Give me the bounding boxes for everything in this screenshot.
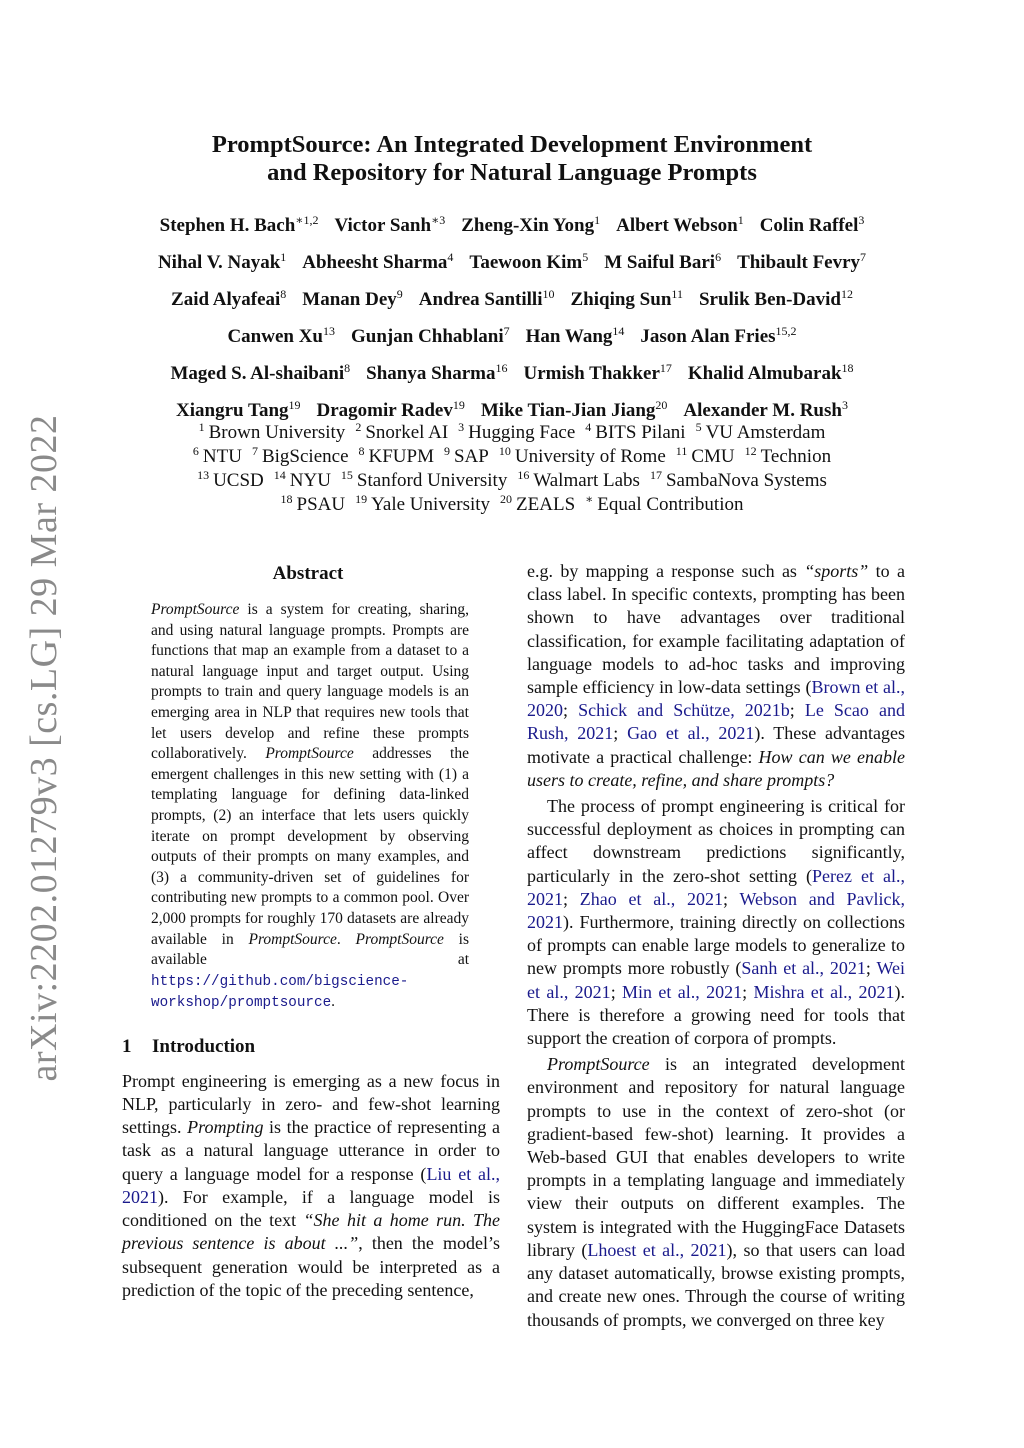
- separator: ;: [613, 723, 628, 744]
- author-affiliation-marker: 16: [495, 361, 508, 375]
- emphasis: “sports”: [804, 561, 869, 581]
- abstract-text-part: .: [336, 930, 356, 948]
- author: [160, 215, 319, 236]
- author-row: [112, 281, 912, 318]
- author: [526, 326, 625, 347]
- author-affiliation-marker: 5: [582, 250, 589, 264]
- author-affiliation-marker: 8: [344, 361, 351, 375]
- author-affiliation-marker: 1: [280, 250, 287, 264]
- emphasis: Prompting: [187, 1117, 264, 1138]
- author-name: Dragomir Radev: [316, 400, 453, 421]
- author-name: Colin Raffel: [759, 215, 859, 236]
- author-affiliation-marker: 10: [542, 287, 555, 301]
- affiliation: [199, 422, 346, 443]
- author-affiliation-marker: 1: [737, 213, 744, 227]
- citation-link[interactable]: Sanh et al., 2021: [741, 958, 866, 979]
- affiliation-marker: 4: [585, 420, 592, 434]
- abstract-system-name: PromptSource: [355, 930, 444, 948]
- emphasis: “She hit a home run. The previous sentence is about ...”: [122, 1210, 501, 1254]
- author: [366, 363, 507, 384]
- separator: ;: [610, 981, 623, 1002]
- affiliation-row: [112, 493, 912, 517]
- paper-title: [0, 131, 1024, 187]
- author-affiliation-marker: 15,2: [775, 324, 797, 338]
- affiliation: [585, 422, 685, 443]
- author-name: Han Wang: [525, 326, 613, 347]
- citation-link[interactable]: Perez et al., 2021: [527, 865, 906, 909]
- affiliation-marker: 3: [458, 420, 465, 434]
- separator: ;: [865, 958, 877, 979]
- author: [683, 400, 848, 421]
- author-name: Alexander M. Rush: [683, 400, 842, 421]
- affiliation: [745, 446, 831, 467]
- intro-paragraph-2: [527, 795, 905, 1050]
- citation-link[interactable]: Schick and Schütze, 2021b: [578, 700, 790, 721]
- author: [461, 215, 600, 236]
- affiliation: [499, 446, 666, 467]
- separator: ;: [563, 700, 579, 721]
- abstract-text-part: addresses the emergent challenges in this new setting with (1) a templating language for defining data-linked prompts, (2) an interface that lets users quickly iterate on prompt development by observing outputs of their prompts on many examples, and (3) a community-driven set of guidelines for contributing new prompts to a common pool. Over 2,000 prompts for roughly 170 datasets are already available in: [151, 745, 469, 948]
- affiliation-list: [112, 421, 912, 517]
- citation-link[interactable]: Min et al., 2021: [622, 981, 743, 1002]
- affiliation-name: Walmart Labs: [533, 470, 640, 491]
- section-number: 1: [122, 1035, 132, 1057]
- abstract-text: [151, 600, 469, 1014]
- affiliation-marker: 19: [355, 492, 368, 506]
- affiliation-row: [112, 445, 912, 469]
- author: [176, 400, 300, 421]
- citation-link[interactable]: Webson and Pavlick, 2021: [527, 888, 905, 933]
- author-affiliation-marker: 20: [655, 398, 668, 412]
- affiliation-marker: 9: [443, 444, 450, 458]
- author-name: Urmish Thakker: [523, 363, 660, 384]
- intro-paragraph-1: [527, 560, 905, 792]
- text-part: ), so that users can load any dataset automatically, browse existing prompts, and create new ones. Through the course of writing thousands of prompts, we converged on three key: [527, 1239, 905, 1330]
- section-heading-introduction: [122, 1034, 500, 1060]
- affiliation-marker: 10: [498, 444, 511, 458]
- author-name: Khalid Almubarak: [687, 363, 842, 384]
- affiliation: [696, 422, 826, 443]
- author: [334, 215, 445, 236]
- separator: ;: [789, 700, 805, 721]
- author-row: [112, 355, 912, 392]
- affiliation: [341, 470, 507, 491]
- author-affiliation-marker: 9: [396, 287, 403, 301]
- author-affiliation-marker: 17: [659, 361, 672, 375]
- affiliation-marker: 16: [517, 468, 530, 482]
- text-part: ). These advantages motivate a practical challenge:: [527, 723, 905, 767]
- affiliation-name: Brown University: [208, 422, 346, 443]
- author-list: [112, 207, 912, 429]
- author-affiliation-marker: 12: [840, 287, 853, 301]
- affiliation-name: Stanford University: [356, 470, 508, 491]
- author-name: Mike Tian-Jian Jiang: [480, 400, 656, 421]
- author-affiliation-marker: 3: [841, 398, 848, 412]
- author-name: Shanya Sharma: [366, 363, 496, 384]
- author: [302, 252, 453, 273]
- author-name: Gunjan Chhablani: [351, 326, 504, 347]
- author-affiliation-marker: ∗3: [431, 213, 446, 227]
- author-affiliation-marker: 19: [452, 398, 465, 412]
- author: [699, 289, 853, 310]
- text-part: ). There is therefore a growing need for tools that support the creation of corpora of prompts.: [527, 981, 905, 1049]
- abstract-text-part: is a system for creating, sharing, and using natural language prompts. Prompts are functions that map an example from a dataset to a natural language input and target output. Using prompts to train and query language models is an emerging area in NLP that requires new tools that let users develop and refine these prompts collaboratively.: [151, 601, 469, 763]
- author-name: Jason Alan Fries: [640, 326, 776, 347]
- left-column: [122, 560, 500, 1302]
- author-name: Nihal V. Nayak: [157, 252, 281, 273]
- emphasis: PromptSource: [547, 1054, 650, 1075]
- intro-paragraph-3: [527, 1053, 905, 1331]
- author: [469, 252, 588, 273]
- author-affiliation-marker: 7: [503, 324, 510, 338]
- author: [481, 400, 668, 421]
- author: [419, 289, 555, 310]
- text-part: ). Furthermore, training directly on collections of prompts can enable large models to generalize to new prompts more robustly (: [527, 912, 905, 979]
- author-name: Stephen H. Bach: [159, 215, 296, 236]
- affiliation-name: SAP: [453, 446, 489, 467]
- text-part: , then the model’s subsequent generation would be interpreted as a prediction of the topic of the preceding sentence,: [122, 1233, 500, 1300]
- title-line-1: PromptSource: An Integrated Development Environment: [211, 131, 813, 158]
- text-part: to a class label. In specific contexts, prompting has been shown to have advantages over traditional classification, for example facilitating adaptation of language models to ad-hoc tasks and improving sample efficiency in low-data settings (: [527, 561, 905, 698]
- affiliation: [281, 494, 346, 515]
- author-name: Victor Sanh: [334, 215, 432, 236]
- affiliation-marker: 18: [280, 492, 293, 506]
- github-url-link[interactable]: https://github.com/bigscience-workshop/promptsource: [151, 973, 409, 1012]
- author-affiliation-marker: ∗1,2: [295, 213, 319, 227]
- author-name: Xiangru Tang: [176, 400, 289, 421]
- affiliation-name: Snorkel AI: [365, 422, 449, 443]
- affiliation: [274, 470, 331, 491]
- author-name: Taewoon Kim: [469, 252, 583, 273]
- affiliation: [444, 446, 489, 467]
- arxiv-sidebar-stamp: [4, 414, 84, 1082]
- affiliation: [252, 446, 349, 467]
- author-affiliation-marker: 3: [858, 213, 865, 227]
- abstract-system-name: PromptSource: [248, 930, 337, 948]
- affiliation: [585, 494, 743, 515]
- citation-link[interactable]: Mishra et al., 2021: [753, 981, 895, 1002]
- affiliation-marker: 8: [358, 444, 365, 458]
- emphasis: How can we enable users to create, refine, and share prompts?: [527, 746, 906, 790]
- author-affiliation-marker: 18: [841, 361, 854, 375]
- affiliation-marker: 14: [273, 468, 286, 482]
- text-part: The process of prompt engineering is critical for successful deployment as choices in prompting can affect downstream predictions significantly, particularly in the zero-shot setting (: [527, 796, 905, 886]
- separator: ;: [723, 888, 740, 909]
- affiliation-marker: 7: [251, 444, 258, 458]
- affiliation-name: KFUPM: [368, 446, 434, 467]
- affiliation-name: BITS Pilani: [595, 422, 686, 443]
- author: [640, 326, 796, 347]
- author: [524, 363, 672, 384]
- citation-link[interactable]: Wei et al., 2021: [527, 958, 905, 1002]
- abstract-system-name: PromptSource: [151, 601, 240, 618]
- affiliation-name: Hugging Face: [468, 422, 576, 443]
- affiliation-name: BigScience: [261, 446, 349, 467]
- citation-link[interactable]: Le Scao and Rush, 2021: [527, 700, 905, 744]
- affiliation: [500, 494, 575, 515]
- author: [604, 252, 721, 273]
- author-name: Zhiqing Sun: [570, 289, 672, 310]
- affiliation-marker: 15: [340, 468, 353, 482]
- right-column: [527, 560, 905, 1332]
- author-affiliation-marker: 1: [594, 213, 601, 227]
- abstract-text-part: is available at: [151, 930, 470, 969]
- author-name: M Saiful Bari: [604, 252, 716, 273]
- affiliation-name: Equal Contribution: [597, 494, 744, 515]
- text-part: e.g. by mapping a response such as: [527, 561, 805, 581]
- text-part: is the practice of representing a task as a natural language utterance in order to query a language model for a response (: [122, 1117, 500, 1184]
- author-name: Thibault Fevry: [737, 252, 861, 273]
- author-name: Manan Dey: [302, 289, 397, 310]
- author-name: Albert Webson: [616, 215, 738, 236]
- separator: ;: [742, 981, 754, 1002]
- author-affiliation-marker: 8: [280, 287, 287, 301]
- author-name: Maged S. Al-shaibani: [170, 363, 345, 384]
- affiliation: [355, 494, 490, 515]
- author-affiliation-marker: 13: [323, 324, 336, 338]
- author: [616, 215, 744, 236]
- author-name: Zaid Alyafeai: [171, 289, 281, 310]
- affiliation-marker: 12: [744, 444, 757, 458]
- affiliation-name: CMU: [691, 446, 735, 467]
- author-row: [112, 207, 912, 244]
- affiliation-marker: 11: [675, 444, 688, 458]
- separator: ;: [563, 888, 580, 909]
- author: [227, 326, 335, 347]
- affiliation-row: [112, 469, 912, 493]
- author: [171, 289, 286, 310]
- affiliation-marker: ∗: [585, 492, 594, 506]
- author: [317, 400, 465, 421]
- author-name: Andrea Santilli: [418, 289, 543, 310]
- author-affiliation-marker: 14: [612, 324, 625, 338]
- text-part: Prompt engineering is emerging as a new focus in NLP, particularly in zero- and few-shot learning settings.: [122, 1070, 500, 1138]
- affiliation-row: [112, 421, 912, 445]
- section-title: Introduction: [152, 1035, 256, 1057]
- affiliation-name: NTU: [202, 446, 242, 467]
- text-part: ). For example, if a language model is conditioned on the text: [122, 1186, 500, 1231]
- affiliation-marker: 1: [198, 420, 205, 434]
- author-affiliation-marker: 4: [447, 250, 454, 264]
- affiliation: [197, 470, 264, 491]
- arxiv-identifier: arXiv:2202.01279v3 [cs.LG] 29 Mar 2022: [23, 414, 65, 1082]
- author: [688, 363, 854, 384]
- author: [158, 252, 286, 273]
- author: [737, 252, 866, 273]
- affiliation: [676, 446, 735, 467]
- affiliation: [458, 422, 575, 443]
- affiliation-marker: 20: [500, 492, 513, 506]
- author-name: Abheesht Sharma: [302, 252, 448, 273]
- affiliation-name: University of Rome: [514, 446, 666, 467]
- author: [760, 215, 865, 236]
- author-row: [112, 244, 912, 281]
- affiliation-marker: 13: [197, 468, 210, 482]
- text-part: is an integrated development environment and repository for natural language prompts to use in the context of zero-shot (or gradient-based few-shot) learning. It provides a Web-based GUI that enables developers to write prompts in a templating language and immediately view their outputs on different examples. The system is integrated with the HuggingFace Datasets library (: [527, 1054, 905, 1260]
- affiliation-name: Technion: [760, 446, 832, 467]
- affiliation-name: SambaNova Systems: [665, 470, 827, 491]
- affiliation-name: NYU: [289, 470, 331, 491]
- affiliation: [650, 470, 827, 491]
- author-affiliation-marker: 19: [288, 398, 301, 412]
- author: [351, 326, 510, 347]
- intro-paragraph-left: [122, 1070, 500, 1302]
- affiliation-marker: 5: [695, 420, 702, 434]
- affiliation-marker: 17: [649, 468, 662, 482]
- affiliation-name: UCSD: [213, 470, 264, 491]
- author-name: Canwen Xu: [227, 326, 324, 347]
- abstract-system-name: PromptSource: [265, 745, 354, 763]
- affiliation-marker: 2: [355, 420, 362, 434]
- author-name: Zheng-Xin Yong: [461, 215, 595, 236]
- citation-link[interactable]: Liu et al., 2021: [122, 1163, 500, 1207]
- author: [571, 289, 683, 310]
- abstract-text-part: .: [331, 993, 336, 1011]
- affiliation: [359, 446, 434, 467]
- affiliation: [517, 470, 640, 491]
- affiliation: [355, 422, 448, 443]
- author-row: [112, 318, 912, 355]
- citation-link[interactable]: Zhao et al., 2021: [579, 888, 724, 909]
- author-affiliation-marker: 11: [671, 287, 683, 301]
- abstract-heading: Abstract: [272, 563, 344, 584]
- affiliation-marker: 6: [192, 444, 199, 458]
- title-line-2: and Repository for Natural Language Prompts: [267, 159, 757, 186]
- affiliation-name: VU Amsterdam: [705, 422, 826, 443]
- author-affiliation-marker: 7: [860, 250, 867, 264]
- author-name: Srulik Ben-David: [698, 289, 841, 310]
- author: [302, 289, 402, 310]
- affiliation: [193, 446, 242, 467]
- affiliation-name: Yale University: [371, 494, 491, 515]
- citation-link[interactable]: Gao et al., 2021: [627, 723, 755, 744]
- citation-link[interactable]: Lhoest et al., 2021: [587, 1239, 727, 1260]
- citation-link[interactable]: Brown et al., 2020: [527, 677, 906, 721]
- author: [170, 363, 350, 384]
- author-affiliation-marker: 6: [715, 250, 722, 264]
- affiliation-name: PSAU: [296, 494, 346, 515]
- affiliation-name: ZEALS: [516, 494, 576, 515]
